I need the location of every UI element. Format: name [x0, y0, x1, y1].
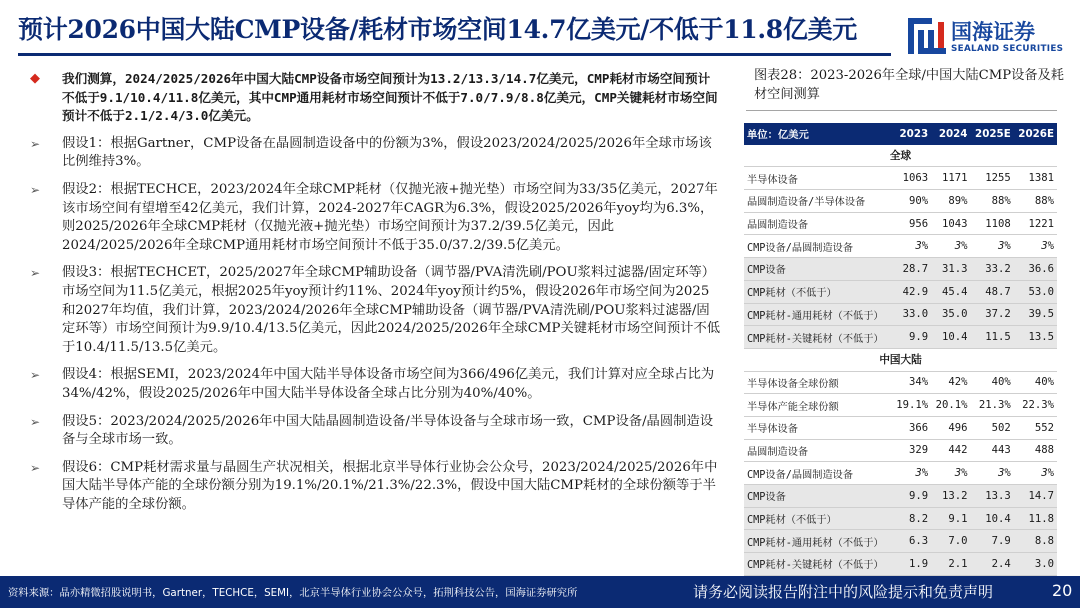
table-cell: 6.3 [892, 530, 931, 553]
table-cell: 42% [931, 371, 970, 394]
row-label: CMP设备/晶圆制造设备 [744, 462, 892, 485]
table-row [744, 190, 1057, 213]
source-note: 资料来源：晶亦精微招股说明书，Gartner，TECHCE，SEMI，北京半导体行业协会公众号，拓荆科技公告，国海证券研究所 [8, 587, 578, 599]
bullet-text: 我们测算，2024/2025/2026年中国大陆CMP设备市场空间预计为13.2/13.3/14.7亿美元，CMP耗材市场空间预计不低于9.1/10.4/11.8亿美元，其中CMP通用耗材市场空间预计不低于7.0/7.9/8.8亿美元，CMP关键耗材市场空间预计不低于2.1/2.4/3.0亿美元。 [62, 71, 718, 124]
table-cell: 3% [1014, 462, 1057, 485]
row-label: CMP耗材-通用耗材（不低于） [744, 303, 892, 326]
table-row [744, 394, 1057, 417]
table-cell: 88% [970, 190, 1013, 213]
table-cell: 1171 [931, 167, 970, 190]
row-label: CMP耗材-关键耗材（不低于） [744, 326, 892, 349]
table-cell: 40% [1014, 371, 1057, 394]
table-row [744, 507, 1057, 530]
table-cell: 20.1% [931, 394, 970, 417]
table-cell: 3% [892, 462, 931, 485]
bullet-text: 假设2：根据TECHCE，2023/2024年全球CMP耗材（仅抛光液+抛光垫）市场空间为33/35亿美元，2027年该市场空间有望增至42亿美元，我们计算，2024-2027年CAGR为6.3%，假设2025/2026年yoy均为6.3%，则2025/2026年全球CMP耗材（仅抛光液+抛光垫）市场空间预计为37.2/39.5亿美元，因此2024/2025/2026年全球CMP通用耗材市场空间预计不低于35.0/37.2/39.5亿美元。 [62, 181, 718, 253]
table-cell: 9.9 [892, 485, 931, 508]
header-2025e: 2025E [970, 123, 1013, 145]
table-row [744, 485, 1057, 508]
row-label: 半导体产能全球份额 [744, 394, 892, 417]
section-title: 全球 [744, 145, 1057, 167]
table-cell: 1381 [1014, 167, 1057, 190]
section-row [744, 145, 1057, 167]
table-cell: 19.1% [892, 394, 931, 417]
arrow-bullet-icon: ➢ [30, 368, 41, 383]
bullet-text: 假设5：2023/2024/2025/2026年中国大陆晶圆制造设备/半导体设备与全球市场一致，CMP设备/晶圆制造设备与全球市场一致。 [62, 413, 714, 448]
table-cell: 1.9 [892, 553, 931, 576]
table-caption: 图表28：2023-2026年全球/中国大陆CMP设备及耗材空间测算 [754, 68, 1064, 102]
page-number: 20 [1052, 581, 1073, 600]
caption-divider [746, 110, 1057, 111]
row-label: CMP耗材（不低于） [744, 507, 892, 530]
table-cell: 8.8 [1014, 530, 1057, 553]
logo-text-cn: 国海证券 [951, 20, 1035, 44]
section-title: 中国大陆 [744, 348, 1057, 371]
table-cell: 2.4 [970, 553, 1013, 576]
sealand-logo-icon [908, 18, 946, 54]
table-cell: 13.5 [1014, 326, 1057, 349]
table-cell: 53.0 [1014, 280, 1057, 303]
table-cell: 502 [970, 416, 1013, 439]
table-cell: 1255 [970, 167, 1013, 190]
table-row [744, 530, 1057, 553]
table-cell: 442 [931, 439, 970, 462]
table-cell: 33.2 [970, 258, 1013, 281]
bullet-text: 假设6：CMP耗材需求量与晶圆生产状况相关，根据北京半导体行业协会公众号，2023/2024/2025/2026年中国大陆半导体产能的全球份额分别为19.1%/20.1%/21.3%/22.3%，假设中国大陆CMP耗材的全球份额等于半导体产能的全球份额。 [62, 459, 718, 512]
diamond-bullet-icon: ◆ [30, 71, 40, 86]
table-cell: 488 [1014, 439, 1057, 462]
arrow-bullet-icon: ➢ [30, 182, 41, 197]
row-label: CMP耗材-关键耗材（不低于） [744, 553, 892, 576]
bullet-list [30, 70, 722, 523]
table-cell: 3% [970, 235, 1013, 258]
table-cell: 3% [1014, 235, 1057, 258]
table-cell: 90% [892, 190, 931, 213]
header-2023: 2023 [892, 123, 931, 145]
table-cell: 33.0 [892, 303, 931, 326]
header-unit: 单位：亿美元 [744, 123, 892, 145]
row-label: 晶圆制造设备 [744, 439, 892, 462]
table-cell: 329 [892, 439, 931, 462]
table-cell: 552 [1014, 416, 1057, 439]
arrow-bullet-icon: ➢ [30, 414, 41, 429]
table-header-row [744, 123, 1057, 145]
table-cell: 7.9 [970, 530, 1013, 553]
row-label: 晶圆制造设备/半导体设备 [744, 190, 892, 213]
row-label: CMP耗材-通用耗材（不低于） [744, 530, 892, 553]
table-cell: 34% [892, 371, 931, 394]
table-cell: 39.5 [1014, 303, 1057, 326]
table-cell: 1108 [970, 212, 1013, 235]
table-body [744, 145, 1057, 576]
page-title: 预计2026中国大陆CMP设备/耗材市场空间14.7亿美元/不低于11.8亿美元 [18, 15, 857, 44]
row-label: 半导体设备 [744, 416, 892, 439]
row-label: 半导体设备全球份额 [744, 371, 892, 394]
table-row [744, 371, 1057, 394]
table-cell: 31.3 [931, 258, 970, 281]
table-cell: 9.1 [931, 507, 970, 530]
row-label: CMP设备 [744, 258, 892, 281]
table-cell: 22.3% [1014, 394, 1057, 417]
table-row [744, 439, 1057, 462]
table-cell: 88% [1014, 190, 1057, 213]
table-cell: 1221 [1014, 212, 1057, 235]
table-cell: 8.2 [892, 507, 931, 530]
table-cell: 89% [931, 190, 970, 213]
table-cell: 3.0 [1014, 553, 1057, 576]
table-cell: 3% [970, 462, 1013, 485]
header-2024: 2024 [931, 123, 970, 145]
bullet-text: 假设3：根据TECHCET，2025/2027年全球CMP辅助设备（调节器/PVA清洗刷/POU浆料过滤器/固定环等）市场空间为11.5亿美元，根据2025年yoy预计约11%、2024年yoy预计约5%，假设2026年市场空间为2025和2027年均值，我们计算，2023/2024/2026年全球CMP辅助设备（调节器/PVA清洗刷/POU浆料过滤器/固定环等）市场空间预计为9.9/10.4/13.5亿美元，因此2024/2025/2026年全球CMP关键耗材市场空间预计不低于10.4/11.5/13.5亿美元。 [62, 265, 721, 355]
table-cell: 48.7 [970, 280, 1013, 303]
bullet-text: 假设1：根据Gartner，CMP设备在晶圆制造设备中的份额为3%，假设2023/2024/2025/2026年全球市场该比例维持3%。 [62, 135, 712, 170]
table-cell: 21.3% [970, 394, 1013, 417]
table-row [744, 326, 1057, 349]
table-cell: 10.4 [970, 507, 1013, 530]
table-cell: 11.5 [970, 326, 1013, 349]
table-cell: 37.2 [970, 303, 1013, 326]
table-row [744, 258, 1057, 281]
table-cell: 366 [892, 416, 931, 439]
disclaimer-text: 请务必阅读报告附注中的风险提示和免责声明 [693, 583, 994, 601]
bullet-text: 假设4：根据SEMI，2023/2024年中国大陆半导体设备市场空间为366/496亿美元，我们计算对应全球占比为34%/42%，假设2025/2026年中国大陆半导体设备全球占比分别为40%/40%。 [62, 367, 715, 401]
logo-text-en: SEALAND SECURITIES [951, 44, 1064, 54]
table-row [744, 167, 1057, 190]
table-cell: 13.2 [931, 485, 970, 508]
bullet-assumption-4 [30, 366, 722, 403]
table-row [744, 212, 1057, 235]
bullet-assumption-5 [30, 413, 722, 450]
table-cell: 35.0 [931, 303, 970, 326]
bullet-assumption-3 [30, 264, 722, 357]
row-label: 半导体设备 [744, 167, 892, 190]
table-cell: 28.7 [892, 258, 931, 281]
table-cell: 3% [931, 235, 970, 258]
bullet-summary [30, 70, 722, 126]
table-cell: 3% [892, 235, 931, 258]
cmp-market-table [744, 123, 1057, 576]
table-cell: 7.0 [931, 530, 970, 553]
table-row [744, 462, 1057, 485]
arrow-bullet-icon: ➢ [30, 136, 41, 151]
table-cell: 36.6 [1014, 258, 1057, 281]
table-cell: 14.7 [1014, 485, 1057, 508]
row-label: CMP耗材（不低于） [744, 280, 892, 303]
table-cell: 45.4 [931, 280, 970, 303]
title-divider [18, 53, 891, 56]
table-cell: 42.9 [892, 280, 931, 303]
table-cell: 443 [970, 439, 1013, 462]
bullet-assumption-1 [30, 135, 722, 172]
row-label: 晶圆制造设备 [744, 212, 892, 235]
table-cell: 2.1 [931, 553, 970, 576]
table-cell: 10.4 [931, 326, 970, 349]
arrow-bullet-icon: ➢ [30, 266, 41, 281]
arrow-bullet-icon: ➢ [30, 460, 41, 475]
table-cell: 1043 [931, 212, 970, 235]
table-row [744, 280, 1057, 303]
section-row [744, 348, 1057, 371]
table-cell: 13.3 [970, 485, 1013, 508]
table-row [744, 235, 1057, 258]
table-cell: 956 [892, 212, 931, 235]
table-row [744, 416, 1057, 439]
table-cell: 1063 [892, 167, 931, 190]
table-cell: 9.9 [892, 326, 931, 349]
table-cell: 3% [931, 462, 970, 485]
table-cell: 11.8 [1014, 507, 1057, 530]
table-row [744, 303, 1057, 326]
table-cell: 40% [970, 371, 1013, 394]
header-2026e: 2026E [1014, 123, 1057, 145]
row-label: CMP设备 [744, 485, 892, 508]
bullet-assumption-6 [30, 459, 722, 515]
bullet-assumption-2 [30, 181, 722, 255]
company-logo [908, 14, 1068, 60]
table-cell: 496 [931, 416, 970, 439]
row-label: CMP设备/晶圆制造设备 [744, 235, 892, 258]
footer-bar [0, 576, 1080, 608]
table-row [744, 553, 1057, 576]
